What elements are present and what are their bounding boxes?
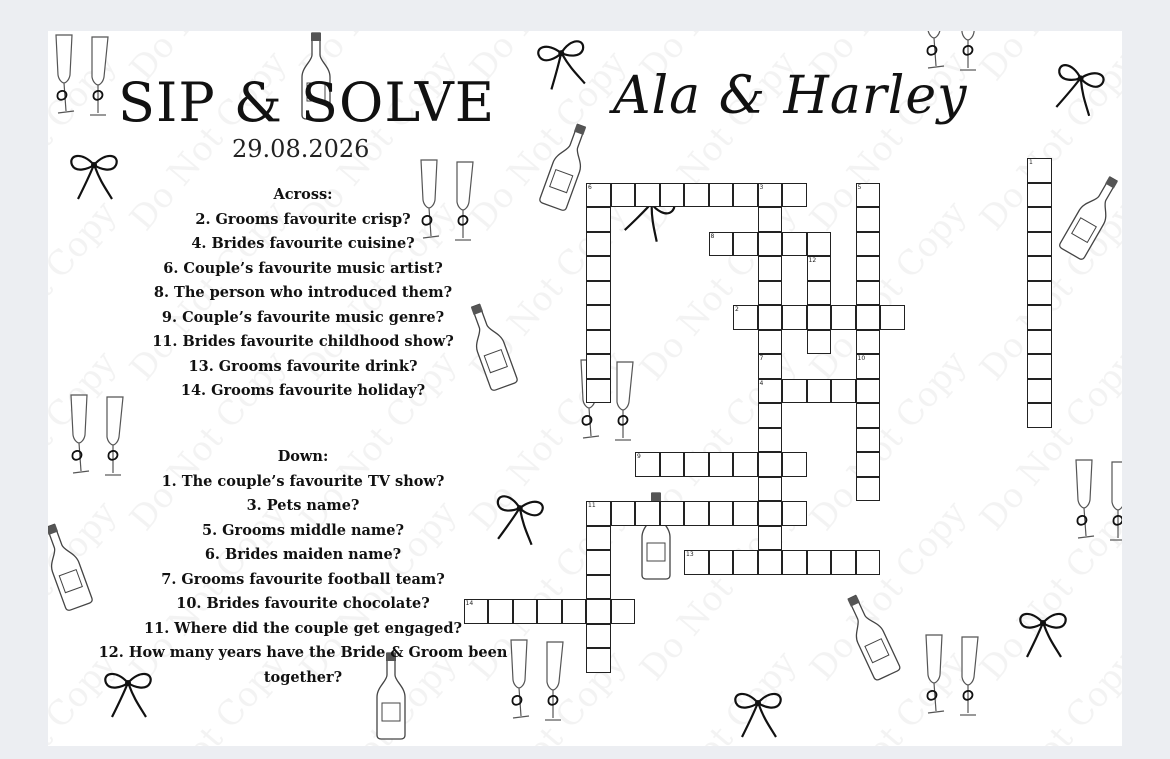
crossword-cell[interactable] [611, 183, 636, 208]
crossword-cell[interactable] [586, 207, 611, 232]
down-clue: 6. Brides maiden name? [204, 546, 402, 563]
down-clue: 5. Grooms middle name? [201, 521, 405, 539]
crossword-cell[interactable] [856, 403, 881, 428]
crossword-cell[interactable] [856, 232, 881, 257]
crossword-cell[interactable] [733, 452, 758, 477]
crossword-cell[interactable] [586, 379, 611, 404]
crossword-cell[interactable] [782, 232, 807, 257]
crossword-cell[interactable] [758, 403, 783, 428]
crossword-cell[interactable] [807, 281, 832, 306]
crossword-cell[interactable] [733, 232, 758, 257]
grid-number: 9 [637, 453, 641, 460]
crossword-cell[interactable] [635, 183, 660, 208]
crossword-cell[interactable] [831, 550, 856, 575]
across-clue: 8. The person who introduced them? [153, 284, 453, 301]
crossword-cell[interactable] [1027, 183, 1052, 208]
crossword-cell[interactable] [758, 428, 783, 453]
crossword-cell[interactable] [758, 550, 783, 575]
crossword-grid [48, 31, 1122, 746]
crossword-cell[interactable] [488, 599, 513, 624]
crossword-cell[interactable] [660, 501, 685, 526]
crossword-cell[interactable] [831, 379, 856, 404]
across-clue: 9. Couple’s favourite music genre? [161, 308, 445, 326]
crossword-cell[interactable] [684, 501, 709, 526]
across-heading: Across: [273, 186, 333, 203]
across-clue: 6. Couple’s favourite music artist? [163, 259, 443, 277]
crossword-cell[interactable] [758, 207, 783, 232]
crossword-cell[interactable] [856, 428, 881, 453]
crossword-cell[interactable] [586, 330, 611, 355]
crossword-cell[interactable] [758, 526, 783, 551]
crossword-cell[interactable] [758, 452, 783, 477]
across-clue: 14. Grooms favourite holiday? [180, 382, 426, 399]
crossword-cell[interactable] [562, 599, 587, 624]
grid-number: 13 [686, 551, 694, 558]
crossword-cell[interactable] [807, 232, 832, 257]
crossword-cell[interactable] [586, 526, 611, 551]
crossword-cell[interactable] [856, 379, 881, 404]
grid-number: 11 [588, 502, 596, 509]
crossword-cell[interactable] [684, 452, 709, 477]
crossword-cell[interactable] [709, 183, 734, 208]
down-heading: Down: [277, 448, 329, 465]
crossword-cell[interactable] [709, 501, 734, 526]
crossword-cell[interactable] [880, 305, 905, 330]
crossword-cell[interactable] [733, 550, 758, 575]
crossword-cell[interactable] [1027, 354, 1052, 379]
crossword-cell[interactable] [782, 379, 807, 404]
crossword-cell[interactable] [807, 330, 832, 355]
across-clue: 11. Brides favourite childhood show? [152, 333, 454, 350]
across-clue: 2. Grooms favourite crisp? [195, 210, 411, 228]
crossword-cell[interactable] [807, 379, 832, 404]
crossword-cell[interactable] [586, 305, 611, 330]
crossword-cell[interactable] [733, 501, 758, 526]
crossword-cell[interactable] [807, 550, 832, 575]
down-clue: 7. Grooms favourite football team? [161, 570, 445, 588]
grid-number: 12 [808, 257, 817, 264]
couple-names: Ala & Harley [613, 66, 968, 126]
crossword-cell[interactable] [831, 305, 856, 330]
crossword-cell[interactable] [758, 232, 783, 257]
crossword-cell[interactable] [660, 452, 685, 477]
crossword-cell[interactable] [856, 330, 881, 355]
crossword-cell[interactable] [537, 599, 562, 624]
crossword-cell[interactable] [1027, 256, 1052, 281]
across-clue: 4. Brides favourite cuisine? [191, 235, 415, 252]
crossword-cell[interactable] [807, 305, 832, 330]
crossword-cell[interactable] [782, 501, 807, 526]
grid-number: 6 [588, 183, 592, 191]
crossword-cell[interactable] [1027, 207, 1052, 232]
crossword-cell[interactable] [856, 305, 881, 330]
crossword-cell[interactable] [586, 624, 611, 649]
crossword-cell[interactable] [758, 330, 783, 355]
crossword-cell[interactable] [758, 256, 783, 281]
crossword-cell[interactable] [856, 256, 881, 281]
grid-number: 1 [1029, 159, 1033, 166]
crossword-cell[interactable] [758, 477, 783, 502]
grid-number: 8 [710, 232, 715, 240]
crossword-cell[interactable] [782, 550, 807, 575]
crossword-cell[interactable] [1027, 281, 1052, 306]
down-clue: 11. Where did the couple get engaged? [144, 619, 462, 637]
down-clue: 12. How many years have the Bride & Groom been together? [98, 644, 508, 686]
crossword-cell[interactable] [586, 575, 611, 600]
crossword-cell[interactable] [856, 281, 881, 306]
crossword-cell[interactable] [709, 550, 734, 575]
crossword-cell[interactable] [1027, 379, 1052, 404]
crossword-cell[interactable] [586, 281, 611, 306]
crossword-cell[interactable] [586, 550, 611, 575]
crossword-cell[interactable] [856, 452, 881, 477]
crossword-cell[interactable] [586, 354, 611, 379]
down-clue: 3. Pets name? [246, 497, 360, 514]
across-clue: 13. Grooms favourite drink? [188, 357, 418, 375]
crossword-cell[interactable] [586, 232, 611, 257]
crossword-cell[interactable] [856, 550, 881, 575]
grid-number: 2 [735, 306, 739, 313]
crossword-cell[interactable] [1027, 403, 1052, 428]
crossword-cell[interactable] [758, 281, 783, 306]
crossword-cell[interactable] [856, 477, 881, 502]
down-clue: 10. Brides favourite chocolate? [176, 595, 430, 612]
crossword-cell[interactable] [782, 183, 807, 208]
grid-number: 14 [465, 600, 474, 607]
crossword-cell[interactable] [758, 501, 783, 526]
crossword-cell[interactable] [513, 599, 538, 624]
crossword-cell[interactable] [586, 648, 611, 673]
crossword-cell[interactable] [1027, 232, 1052, 257]
crossword-cell[interactable] [635, 501, 660, 526]
crossword-cell[interactable] [660, 183, 685, 208]
grid-number: 7 [759, 355, 764, 362]
event-date: 29.08.2026 [232, 135, 370, 163]
crossword-sheet [48, 31, 1122, 746]
crossword-cell[interactable] [709, 452, 734, 477]
crossword-cell[interactable] [1027, 330, 1052, 355]
crossword-cell[interactable] [684, 183, 709, 208]
crossword-cell[interactable] [1027, 305, 1052, 330]
down-clue: 1. The couple’s favourite TV show? [161, 472, 445, 490]
grid-number: 4 [759, 379, 764, 387]
crossword-cell[interactable] [758, 305, 783, 330]
crossword-cell[interactable] [611, 599, 636, 624]
crossword-cell[interactable] [733, 183, 758, 208]
grid-number: 10 [857, 355, 866, 362]
crossword-cell[interactable] [586, 256, 611, 281]
grid-number: 5 [857, 183, 862, 191]
grid-number: 3 [759, 183, 764, 191]
crossword-cell[interactable] [856, 207, 881, 232]
crossword-cell[interactable] [611, 501, 636, 526]
crossword-cell[interactable] [586, 599, 611, 624]
crossword-cell[interactable] [782, 305, 807, 330]
crossword-cell[interactable] [782, 452, 807, 477]
page-title: SIP & SOLVE [118, 71, 496, 134]
